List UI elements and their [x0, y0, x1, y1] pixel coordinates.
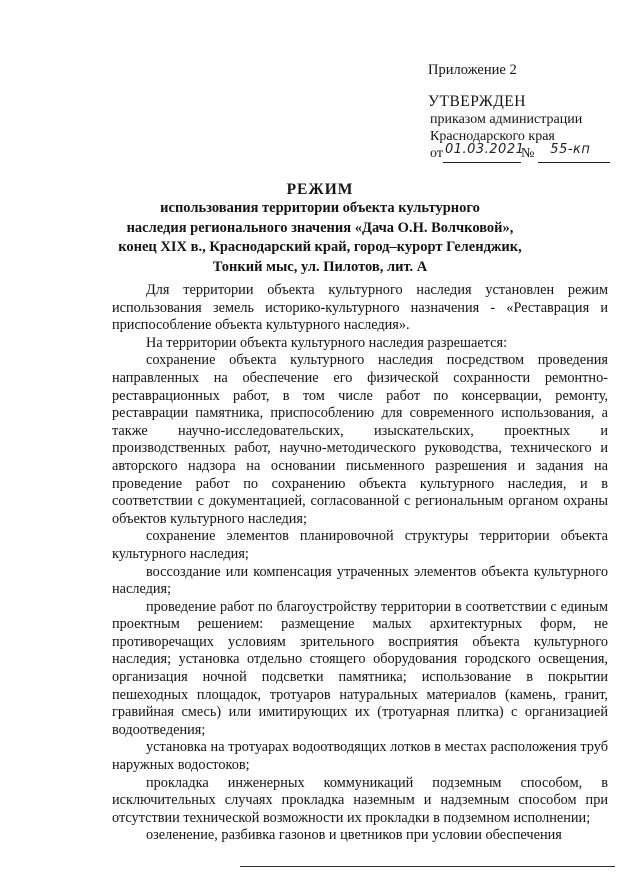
- handwritten-number: 55-кп: [550, 142, 591, 157]
- approval-authority-line-1: приказом администрации: [430, 112, 583, 127]
- title-line-4: Тонкий мыс, ул. Пилотов, лит. А: [212, 258, 428, 275]
- date-blank: [443, 142, 525, 163]
- appendix-label: Приложение 2: [428, 62, 517, 78]
- paragraph-drainage-trays: установка на тротуарах водоотводящих лотков в местах расположения труб наружных водостоков;: [112, 739, 608, 774]
- title-line-3: конец XIX в., Краснодарский край, город–курорт Геленджик,: [118, 239, 522, 255]
- handwritten-date: 01.03.2021: [444, 142, 525, 157]
- footer-rule: [240, 866, 615, 867]
- paragraph-preservation: сохранение объекта культурного наследия посредством проведения направленных на обеспечение его физической сохранности ремонтно-реставрационных работ, в том числе работ по консервации, ремонту, реставрации памятника, приспособлению для современного использования, а также научно-исследовательских, изыскательских, проектных и производственных работ, научно-методического руководства, технического и авторского надзора на основании письменного разрешения и задания на проведение работ по сохранению объекта культурного наследия, и в соответствии с документацией, согласованной с региональным органом охраны объектов культурного наследия;: [112, 352, 608, 527]
- number-prefix: №: [520, 146, 535, 161]
- title-line-2: наследия регионального значения «Дача О.Н. Волчковой»,: [126, 219, 514, 236]
- order-date-number-row: [428, 142, 628, 165]
- approval-authority-line-2: Краснодарского края: [430, 129, 555, 144]
- paragraph-regime: Для территории объекта культурного наследия установлен режим использования земель историко-культурного назначения - «Реставрация и приспособление объекта культурного наследия».: [112, 282, 608, 334]
- title-heading: РЕЖИМ: [286, 181, 354, 198]
- paragraph-utilities: прокладка инженерных коммуникаций подземным способом, в исключительных случаях прокладка наземным и надземным способом при отсутствии технической возможности их прокладки в подземном исполнении;: [112, 774, 608, 826]
- date-prefix: от: [430, 146, 443, 161]
- document-body: [112, 282, 608, 845]
- paragraph-permitted-intro: На территории объекта культурного наследия разрешается:: [146, 334, 508, 351]
- document-title: [40, 180, 600, 277]
- paragraph-planning-structure: сохранение элементов планировочной структуры территории объекта культурного наследия;: [112, 528, 608, 562]
- approved-label: УТВЕРЖДЕН: [428, 93, 526, 110]
- paragraph-greening: озеленение, разбивка газонов и цветников при условии обеспечения: [146, 827, 562, 844]
- approval-stamp-block: [428, 62, 628, 165]
- title-line-1: использования территории объекта культурного: [160, 200, 480, 216]
- paragraph-reconstruction: воссоздание или компенсация утраченных элементов объекта культурного наследия;: [112, 563, 608, 598]
- paragraph-landscaping-works: проведение работ по благоустройству территории в соответствии с единым проектным решением: размещение малых архитектурных форм, не противоречащих условиям зрительного восприятия объекта культурного наследия; установка отдельно стоящего оборудования городского освещения, организация ночной подсветки памятника; использование в покрытии пешеходных площадок, тротуаров натуральных материалов (камень, гранит, гравийная смесь) или имитирующих их (тротуарная плитка) с организацией водоотведения;: [112, 598, 608, 738]
- number-blank: [538, 142, 610, 163]
